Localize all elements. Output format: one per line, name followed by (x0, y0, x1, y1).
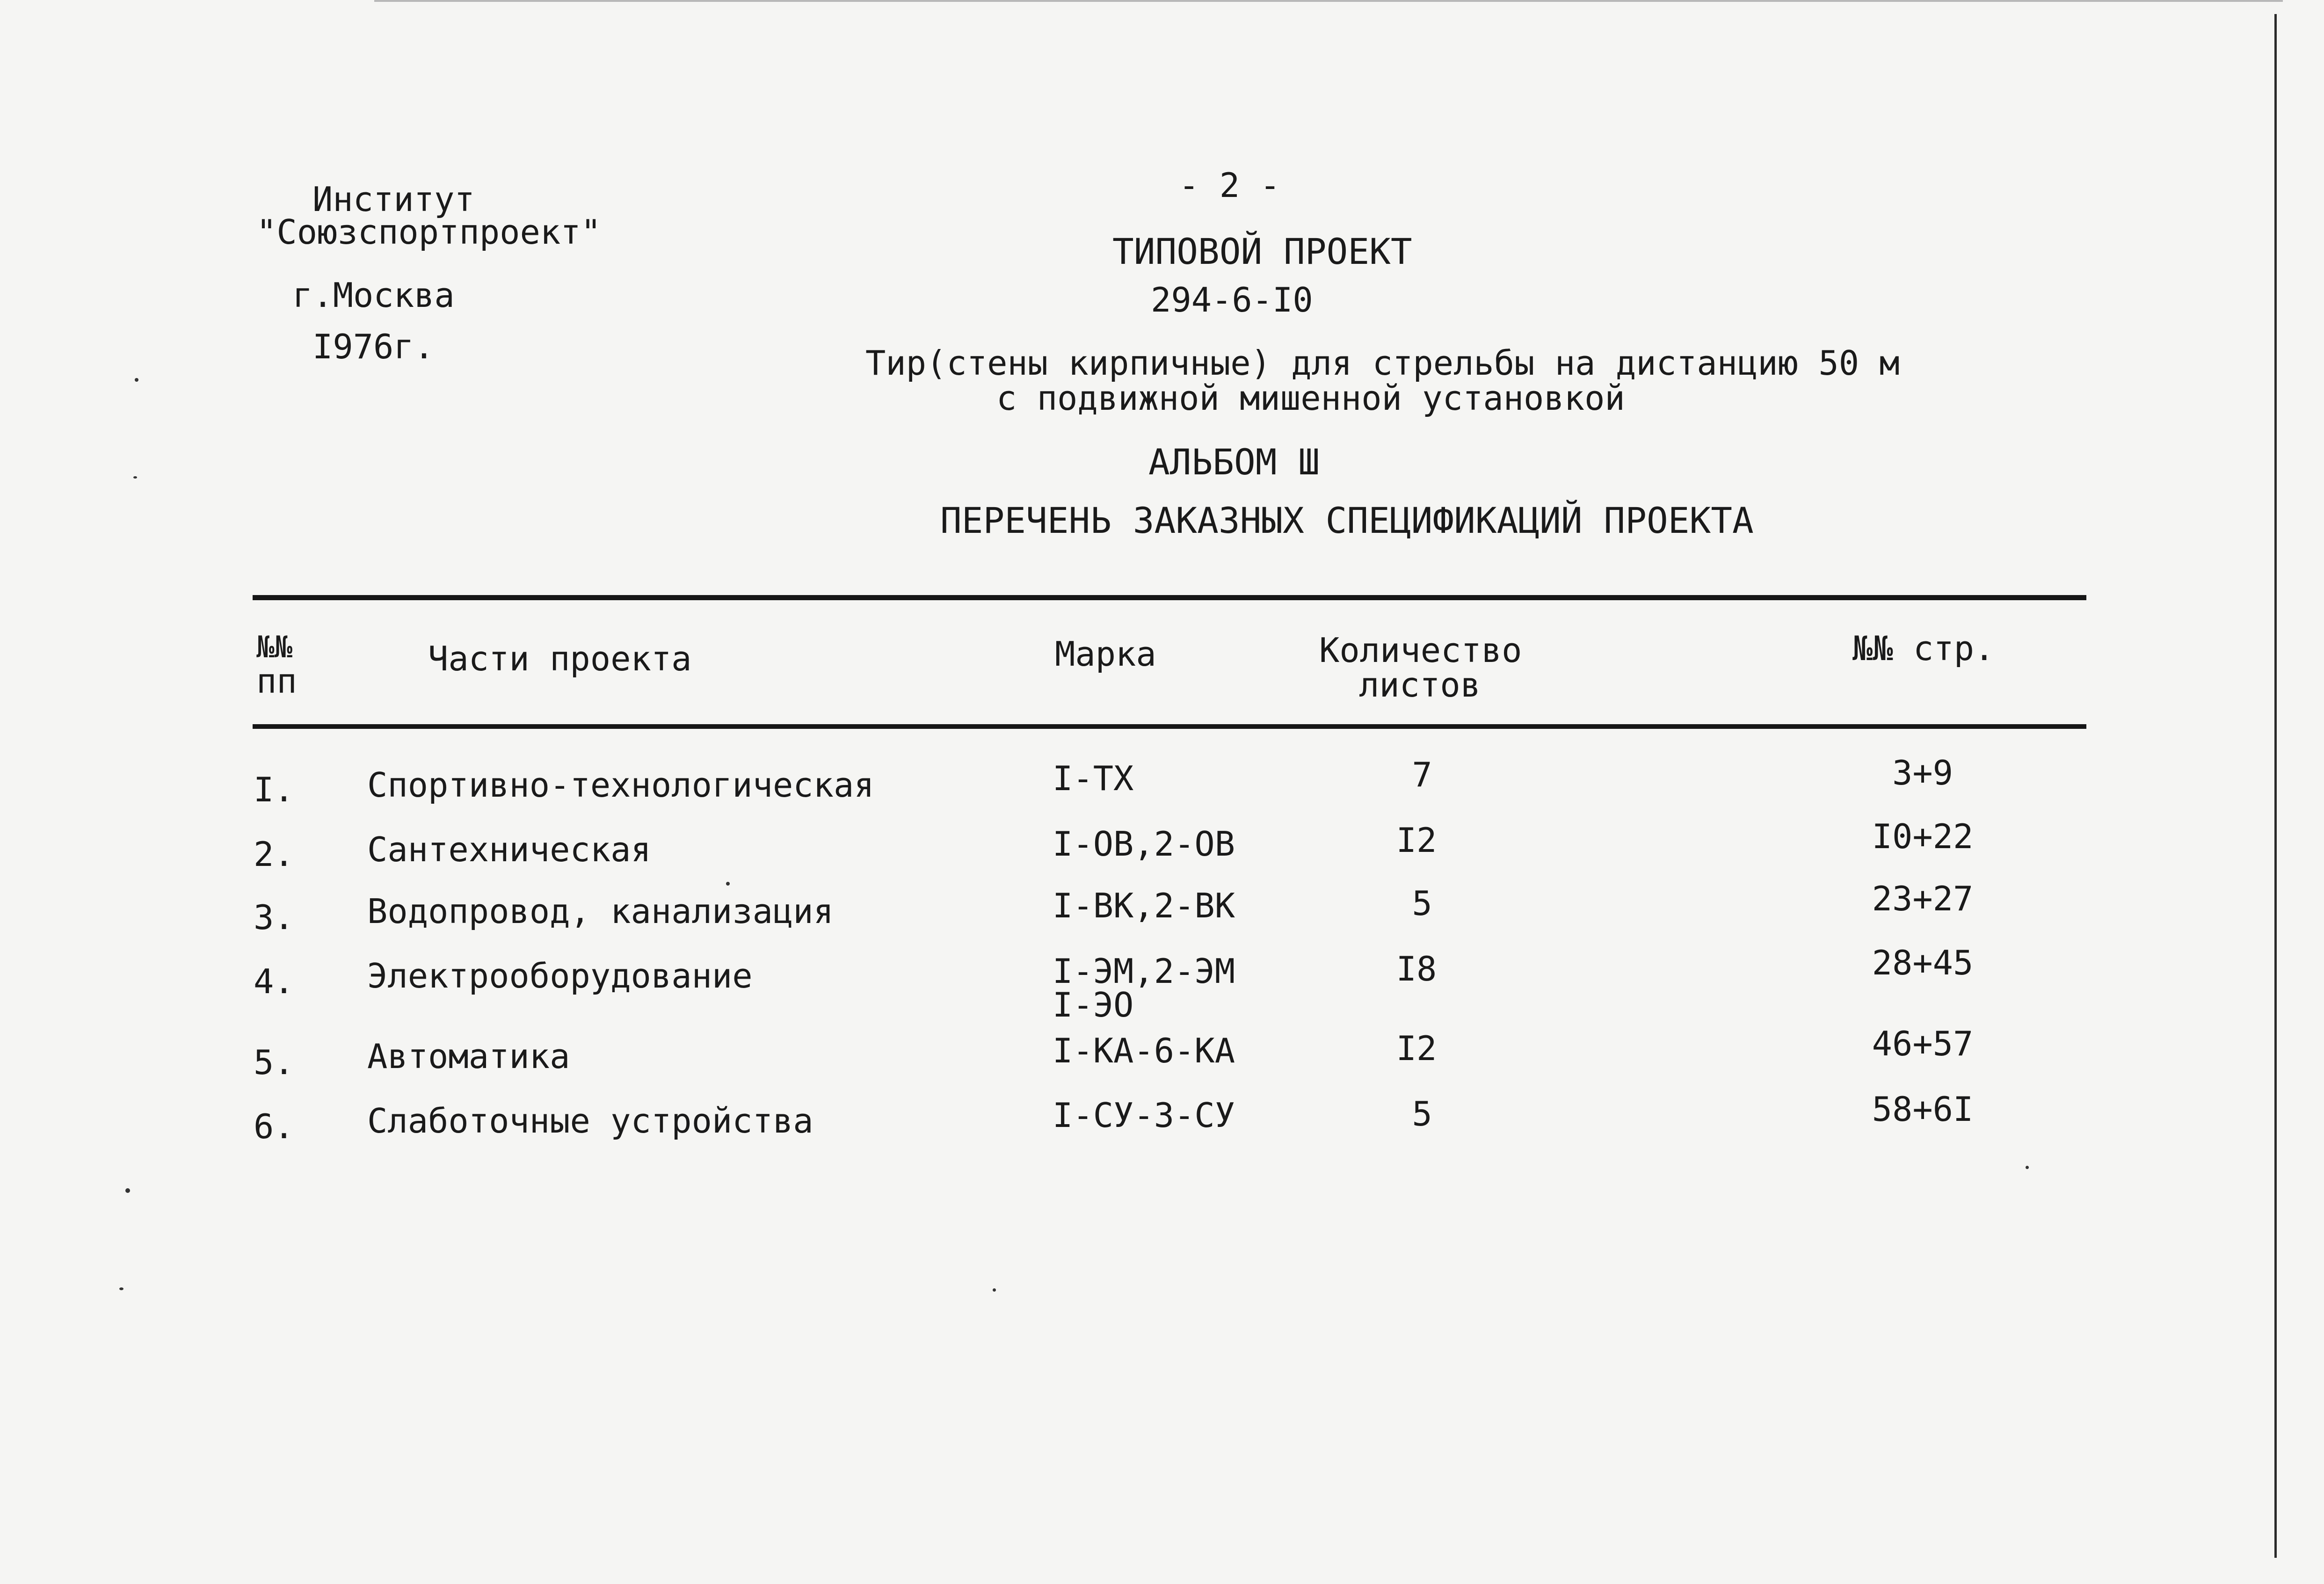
row-num: 2. (254, 835, 294, 874)
row-mark: I-КА-6-КА (1053, 1031, 1235, 1070)
row-pages: 58+6I (1872, 1090, 1974, 1129)
institute-name: "Союзспортпроект" (256, 212, 601, 252)
row-num: 3. (254, 898, 294, 937)
scan-speck (125, 1188, 130, 1193)
row-sheets: 7 (1412, 755, 1432, 794)
header-num-line1: №№ (256, 630, 293, 665)
row-sheets: 5 (1412, 884, 1432, 923)
scan-speck (993, 1288, 996, 1292)
row-mark: I-ВК,2-ВК (1053, 886, 1235, 925)
row-num: 6. (254, 1107, 294, 1146)
row-mark: I-СУ-3-СУ (1053, 1096, 1235, 1135)
header-sheets-line1: Количество (1319, 631, 1522, 670)
scan-edge-top (374, 0, 2283, 2)
row-part: Спортивно-технологическая (367, 765, 874, 805)
header-num-line2: пп (256, 661, 297, 701)
institute-label: Институт (312, 180, 475, 219)
row-sheets: I2 (1396, 1029, 1437, 1068)
scan-speck (133, 476, 137, 479)
header-pages: №№ стр. (1852, 629, 1995, 668)
project-code: 294-6-I0 (1151, 280, 1313, 320)
table-top-rule (253, 595, 2086, 600)
city: г.Москва (292, 276, 455, 315)
project-title-line1: Тир(стены кирпичные) для стрельбы на дистанцию 50 м (865, 343, 1900, 383)
row-num: I. (254, 770, 294, 809)
header-mark: Марка (1055, 634, 1156, 674)
album-label: АЛЬБОМ Ш (1148, 441, 1320, 483)
row-pages: 23+27 (1872, 879, 1974, 918)
scan-speck (726, 882, 730, 886)
scan-speck (135, 378, 138, 382)
row-part: Слаботочные устройства (367, 1101, 813, 1141)
header-part: Части проекта (428, 639, 692, 678)
row-mark: I-TX (1053, 759, 1134, 798)
row-pages: I0+22 (1872, 817, 1974, 856)
doc-type: ТИПОВОЙ ПРОЕКТ (1112, 231, 1412, 272)
row-sheets: 5 (1412, 1094, 1432, 1134)
page-number: - 2 - (1179, 166, 1280, 205)
scan-edge-right (2274, 14, 2277, 1558)
project-title-line2: с подвижной мишенной установкой (996, 378, 1625, 418)
row-mark-continued: I-ЭО (1053, 985, 1134, 1025)
row-pages: 28+45 (1872, 943, 1974, 982)
row-mark: I-ОВ,2-ОВ (1053, 824, 1235, 864)
row-sheets: I8 (1396, 949, 1437, 988)
row-num: 5. (254, 1043, 294, 1082)
scan-speck (119, 1287, 123, 1290)
row-part: Электрооборудование (367, 956, 753, 995)
row-pages: 46+57 (1872, 1024, 1974, 1063)
row-part: Автоматика (367, 1037, 570, 1076)
header-sheets-line2: листов (1359, 665, 1481, 705)
row-pages: 3+9 (1892, 753, 1954, 792)
row-mark: I-ЭМ,2-ЭМ (1053, 952, 1235, 991)
list-title: ПЕРЕЧЕНЬ ЗАКАЗНЫХ СПЕЦИФИКАЦИЙ ПРОЕКТА (940, 500, 1754, 541)
row-sheets: I2 (1396, 821, 1437, 860)
scan-speck (2026, 1166, 2029, 1169)
row-num: 4. (254, 962, 294, 1001)
table-header-rule (253, 724, 2086, 729)
year: I976г. (312, 327, 435, 366)
row-part: Водопровод, канализация (367, 892, 834, 931)
row-part: Сантехническая (367, 830, 651, 869)
